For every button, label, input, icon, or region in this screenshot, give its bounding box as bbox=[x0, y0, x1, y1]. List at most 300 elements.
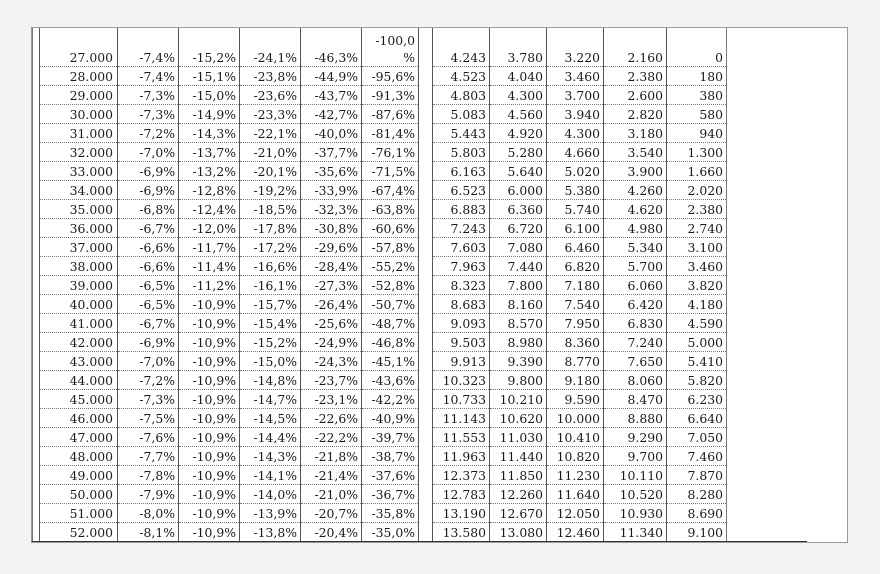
table-cell[interactable]: 8.880 bbox=[604, 409, 667, 428]
table-cell[interactable]: -24,9% bbox=[301, 333, 362, 352]
table-cell-wrapped[interactable] bbox=[362, 28, 419, 67]
table-cell[interactable]: -8,1% bbox=[118, 523, 179, 542]
table-cell[interactable]: -43,7% bbox=[301, 86, 362, 105]
table-cell[interactable]: -6,6% bbox=[118, 238, 179, 257]
column-separator bbox=[419, 314, 433, 333]
table-cell[interactable]: -7,0% bbox=[118, 143, 179, 162]
table-cell[interactable]: -10,9% bbox=[179, 523, 240, 542]
table-cell[interactable]: -7,7% bbox=[118, 447, 179, 466]
table-cell[interactable]: 12.050 bbox=[547, 504, 604, 523]
table-cell[interactable]: -7,5% bbox=[118, 409, 179, 428]
table-cell[interactable]: 9.590 bbox=[547, 390, 604, 409]
table-cell[interactable]: 6.000 bbox=[490, 181, 547, 200]
table-cell[interactable]: 6.230 bbox=[667, 390, 727, 409]
table-cell[interactable]: -95,6% bbox=[362, 67, 419, 86]
table-cell[interactable]: -39,7% bbox=[362, 428, 419, 447]
table-cell[interactable]: -11,2% bbox=[179, 276, 240, 295]
table-cell[interactable]: -7,9% bbox=[118, 485, 179, 504]
table-cell[interactable]: -21,0% bbox=[301, 485, 362, 504]
table-cell[interactable]: 12.373 bbox=[433, 466, 490, 485]
table-cell[interactable]: 8.323 bbox=[433, 276, 490, 295]
table-cell[interactable]: 13.190 bbox=[433, 504, 490, 523]
table-cell[interactable]: 3.180 bbox=[604, 124, 667, 143]
table-cell[interactable]: -15,1% bbox=[179, 67, 240, 86]
table-cell[interactable]: 12.670 bbox=[490, 504, 547, 523]
table-cell[interactable]: 4.300 bbox=[490, 86, 547, 105]
table-cell[interactable]: -15,7% bbox=[240, 295, 301, 314]
empty-column bbox=[727, 409, 807, 428]
table-cell[interactable]: -23,7% bbox=[301, 371, 362, 390]
table-cell[interactable]: -43,6% bbox=[362, 371, 419, 390]
table-cell[interactable]: -60,6% bbox=[362, 219, 419, 238]
table-cell[interactable]: -14,8% bbox=[240, 371, 301, 390]
table-cell[interactable]: -11,4% bbox=[179, 257, 240, 276]
table-cell[interactable]: 6.360 bbox=[490, 200, 547, 219]
table-cell[interactable]: 36.000 bbox=[40, 219, 118, 238]
table-cell[interactable]: 5.340 bbox=[604, 238, 667, 257]
table-cell[interactable]: 9.180 bbox=[547, 371, 604, 390]
table-cell[interactable]: -33,9% bbox=[301, 181, 362, 200]
table-cell[interactable]: 2.380 bbox=[667, 200, 727, 219]
table-cell[interactable]: -14,1% bbox=[240, 466, 301, 485]
table-cell[interactable]: -7,0% bbox=[118, 352, 179, 371]
table-cell[interactable]: -46,3% bbox=[301, 28, 362, 67]
table-cell[interactable]: 34.000 bbox=[40, 181, 118, 200]
table-cell[interactable]: 4.180 bbox=[667, 295, 727, 314]
table-cell[interactable]: 2.740 bbox=[667, 219, 727, 238]
table-cell[interactable]: 6.420 bbox=[604, 295, 667, 314]
table-cell[interactable]: 4.803 bbox=[433, 86, 490, 105]
table-cell[interactable]: 1.660 bbox=[667, 162, 727, 181]
wrapped-line-2: % bbox=[403, 50, 415, 65]
table-cell[interactable]: 7.800 bbox=[490, 276, 547, 295]
table-cell[interactable]: 37.000 bbox=[40, 238, 118, 257]
table-cell[interactable]: 11.850 bbox=[490, 466, 547, 485]
table-cell[interactable]: 7.650 bbox=[604, 352, 667, 371]
table-cell[interactable]: 7.080 bbox=[490, 238, 547, 257]
table-cell[interactable]: -30,8% bbox=[301, 219, 362, 238]
table-cell[interactable]: 5.410 bbox=[667, 352, 727, 371]
table-cell[interactable]: -10,9% bbox=[179, 352, 240, 371]
table-cell[interactable]: 8.570 bbox=[490, 314, 547, 333]
table-cell[interactable]: 8.280 bbox=[667, 485, 727, 504]
table-cell[interactable]: 39.000 bbox=[40, 276, 118, 295]
table-cell[interactable]: 5.280 bbox=[490, 143, 547, 162]
table-cell[interactable]: -16,1% bbox=[240, 276, 301, 295]
table-cell[interactable]: -35,6% bbox=[301, 162, 362, 181]
table-cell[interactable]: 3.700 bbox=[547, 86, 604, 105]
table-cell[interactable]: -91,3% bbox=[362, 86, 419, 105]
table-cell[interactable]: 10.323 bbox=[433, 371, 490, 390]
table-cell[interactable]: -15,2% bbox=[240, 333, 301, 352]
table-cell[interactable]: 4.620 bbox=[604, 200, 667, 219]
table-cell[interactable]: -24,1% bbox=[240, 28, 301, 67]
table-cell[interactable]: -11,7% bbox=[179, 238, 240, 257]
table-cell[interactable]: 6.060 bbox=[604, 276, 667, 295]
table-cell[interactable]: -37,7% bbox=[301, 143, 362, 162]
table-cell[interactable]: 13.080 bbox=[490, 523, 547, 542]
table-cell[interactable]: 380 bbox=[667, 86, 727, 105]
table-cell[interactable]: 7.540 bbox=[547, 295, 604, 314]
table-cell[interactable]: -8,0% bbox=[118, 504, 179, 523]
table-cell[interactable]: -28,4% bbox=[301, 257, 362, 276]
table-cell[interactable]: -6,7% bbox=[118, 314, 179, 333]
table-cell[interactable]: 32.000 bbox=[40, 143, 118, 162]
table-cell[interactable]: 3.460 bbox=[547, 67, 604, 86]
table-cell[interactable]: -6,7% bbox=[118, 219, 179, 238]
table-cell[interactable]: 10.620 bbox=[490, 409, 547, 428]
table-cell[interactable]: 5.083 bbox=[433, 105, 490, 124]
table-cell[interactable]: 51.000 bbox=[40, 504, 118, 523]
table-cell[interactable]: 27.000 bbox=[40, 28, 118, 67]
table-cell[interactable]: -10,9% bbox=[179, 371, 240, 390]
table-cell[interactable]: 10.820 bbox=[547, 447, 604, 466]
table-cell[interactable]: -7,2% bbox=[118, 371, 179, 390]
table-cell[interactable]: 9.913 bbox=[433, 352, 490, 371]
table-cell[interactable]: -44,9% bbox=[301, 67, 362, 86]
table-cell[interactable]: -7,3% bbox=[118, 390, 179, 409]
table-cell[interactable]: 28.000 bbox=[40, 67, 118, 86]
table-cell[interactable]: -10,9% bbox=[179, 485, 240, 504]
column-separator bbox=[419, 390, 433, 409]
table-cell[interactable]: -22,6% bbox=[301, 409, 362, 428]
table-cell[interactable]: -21,0% bbox=[240, 143, 301, 162]
table-cell[interactable]: 50.000 bbox=[40, 485, 118, 504]
table-cell[interactable]: 7.460 bbox=[667, 447, 727, 466]
table-cell[interactable]: -6,6% bbox=[118, 257, 179, 276]
table-cell[interactable]: 49.000 bbox=[40, 466, 118, 485]
table-cell[interactable]: -15,0% bbox=[240, 352, 301, 371]
table-cell[interactable]: -10,9% bbox=[179, 314, 240, 333]
table-cell[interactable]: 9.503 bbox=[433, 333, 490, 352]
table-cell[interactable]: 7.603 bbox=[433, 238, 490, 257]
table-cell[interactable]: -57,8% bbox=[362, 238, 419, 257]
table-cell[interactable]: 40.000 bbox=[40, 295, 118, 314]
table-cell[interactable]: 43.000 bbox=[40, 352, 118, 371]
table-cell[interactable]: 0 bbox=[667, 28, 727, 67]
table-cell[interactable]: 2.380 bbox=[604, 67, 667, 86]
table-cell[interactable]: 42.000 bbox=[40, 333, 118, 352]
table-cell[interactable]: 2.020 bbox=[667, 181, 727, 200]
table-cell[interactable]: -14,3% bbox=[179, 124, 240, 143]
table-cell[interactable]: -14,7% bbox=[240, 390, 301, 409]
table-cell[interactable]: 9.800 bbox=[490, 371, 547, 390]
table-cell[interactable]: -14,5% bbox=[240, 409, 301, 428]
table-cell[interactable]: -45,1% bbox=[362, 352, 419, 371]
table-row bbox=[33, 200, 807, 219]
table-cell[interactable]: -12,4% bbox=[179, 200, 240, 219]
table-cell[interactable]: -81,4% bbox=[362, 124, 419, 143]
table-cell[interactable]: 6.830 bbox=[604, 314, 667, 333]
table-cell[interactable]: 7.240 bbox=[604, 333, 667, 352]
table-cell[interactable]: 5.020 bbox=[547, 162, 604, 181]
table-cell[interactable]: -37,6% bbox=[362, 466, 419, 485]
spreadsheet-table-area bbox=[31, 27, 848, 543]
table-cell[interactable]: 8.360 bbox=[547, 333, 604, 352]
table-cell[interactable]: 11.230 bbox=[547, 466, 604, 485]
table-cell[interactable]: 6.640 bbox=[667, 409, 727, 428]
table-cell[interactable]: -13,9% bbox=[240, 504, 301, 523]
empty-column bbox=[727, 28, 807, 67]
table-cell[interactable]: 7.243 bbox=[433, 219, 490, 238]
table-cell[interactable]: -13,8% bbox=[240, 523, 301, 542]
table-cell[interactable]: 9.100 bbox=[667, 523, 727, 542]
table-cell[interactable]: -10,9% bbox=[179, 295, 240, 314]
table-cell[interactable]: -13,2% bbox=[179, 162, 240, 181]
table-cell[interactable]: -18,5% bbox=[240, 200, 301, 219]
table-cell[interactable]: 46.000 bbox=[40, 409, 118, 428]
table-cell[interactable]: 6.523 bbox=[433, 181, 490, 200]
table-cell[interactable]: 7.950 bbox=[547, 314, 604, 333]
table-cell[interactable]: 940 bbox=[667, 124, 727, 143]
table-cell[interactable]: 7.180 bbox=[547, 276, 604, 295]
table-cell[interactable]: 4.980 bbox=[604, 219, 667, 238]
table-cell[interactable]: 3.900 bbox=[604, 162, 667, 181]
table-cell[interactable]: -7,3% bbox=[118, 86, 179, 105]
table-cell[interactable]: 7.963 bbox=[433, 257, 490, 276]
table-cell[interactable]: 12.460 bbox=[547, 523, 604, 542]
table-cell[interactable]: 35.000 bbox=[40, 200, 118, 219]
table-cell[interactable]: -7,3% bbox=[118, 105, 179, 124]
table-cell[interactable]: 11.640 bbox=[547, 485, 604, 504]
table-cell[interactable]: -10,9% bbox=[179, 447, 240, 466]
table-cell[interactable]: 8.470 bbox=[604, 390, 667, 409]
table-cell[interactable]: -67,4% bbox=[362, 181, 419, 200]
table-cell[interactable]: -7,4% bbox=[118, 28, 179, 67]
table-cell[interactable]: 30.000 bbox=[40, 105, 118, 124]
table-cell[interactable]: -19,2% bbox=[240, 181, 301, 200]
table-cell[interactable]: 4.040 bbox=[490, 67, 547, 86]
table-cell[interactable]: 4.590 bbox=[667, 314, 727, 333]
table-cell[interactable]: -16,6% bbox=[240, 257, 301, 276]
table-cell[interactable]: -48,7% bbox=[362, 314, 419, 333]
table-cell[interactable]: 3.820 bbox=[667, 276, 727, 295]
table-cell[interactable]: -23,6% bbox=[240, 86, 301, 105]
table-cell[interactable]: 6.163 bbox=[433, 162, 490, 181]
table-cell[interactable]: 7.440 bbox=[490, 257, 547, 276]
table-cell[interactable]: -63,8% bbox=[362, 200, 419, 219]
table-cell[interactable]: -29,6% bbox=[301, 238, 362, 257]
table-cell[interactable]: 2.600 bbox=[604, 86, 667, 105]
table-cell[interactable]: -17,8% bbox=[240, 219, 301, 238]
table-cell[interactable]: 3.100 bbox=[667, 238, 727, 257]
table-cell[interactable]: -12,0% bbox=[179, 219, 240, 238]
table-cell[interactable]: 11.143 bbox=[433, 409, 490, 428]
table-cell[interactable]: -15,0% bbox=[179, 86, 240, 105]
table-cell[interactable]: 47.000 bbox=[40, 428, 118, 447]
table-cell[interactable]: -22,2% bbox=[301, 428, 362, 447]
table-cell[interactable]: -14,9% bbox=[179, 105, 240, 124]
column-separator bbox=[419, 466, 433, 485]
table-cell[interactable]: 41.000 bbox=[40, 314, 118, 333]
table-cell[interactable]: -10,9% bbox=[179, 428, 240, 447]
table-cell[interactable]: -24,3% bbox=[301, 352, 362, 371]
table-cell[interactable]: -15,4% bbox=[240, 314, 301, 333]
table-cell[interactable]: -46,8% bbox=[362, 333, 419, 352]
table-cell[interactable]: 31.000 bbox=[40, 124, 118, 143]
table-cell[interactable]: 5.640 bbox=[490, 162, 547, 181]
table-cell[interactable]: 9.700 bbox=[604, 447, 667, 466]
empty-column bbox=[727, 447, 807, 466]
table-cell[interactable]: -10,9% bbox=[179, 333, 240, 352]
table-cell[interactable]: -76,1% bbox=[362, 143, 419, 162]
table-cell[interactable]: 4.260 bbox=[604, 181, 667, 200]
table-cell[interactable]: 11.553 bbox=[433, 428, 490, 447]
table-cell[interactable]: -6,9% bbox=[118, 162, 179, 181]
table-cell[interactable]: 6.100 bbox=[547, 219, 604, 238]
table-cell[interactable]: 52.000 bbox=[40, 523, 118, 542]
table-cell[interactable]: -15,2% bbox=[179, 28, 240, 67]
table-cell[interactable]: -6,5% bbox=[118, 295, 179, 314]
table-cell[interactable]: 7.050 bbox=[667, 428, 727, 447]
table-cell[interactable]: 10.930 bbox=[604, 504, 667, 523]
table-cell[interactable]: -23,8% bbox=[240, 67, 301, 86]
table-cell[interactable]: -71,5% bbox=[362, 162, 419, 181]
table-cell[interactable]: -10,9% bbox=[179, 409, 240, 428]
table-cell[interactable]: -22,1% bbox=[240, 124, 301, 143]
table-cell[interactable]: 3.540 bbox=[604, 143, 667, 162]
table-cell[interactable]: 5.000 bbox=[667, 333, 727, 352]
table-cell[interactable]: -20,4% bbox=[301, 523, 362, 542]
table-cell[interactable]: 12.783 bbox=[433, 485, 490, 504]
table-cell[interactable]: 12.260 bbox=[490, 485, 547, 504]
table-cell[interactable]: 6.460 bbox=[547, 238, 604, 257]
table-cell[interactable]: -6,5% bbox=[118, 276, 179, 295]
table-cell[interactable]: 10.733 bbox=[433, 390, 490, 409]
table-cell[interactable]: -14,0% bbox=[240, 485, 301, 504]
table-cell[interactable]: -20,1% bbox=[240, 162, 301, 181]
table-cell[interactable]: 1.300 bbox=[667, 143, 727, 162]
table-cell[interactable]: 10.410 bbox=[547, 428, 604, 447]
table-cell[interactable]: 5.803 bbox=[433, 143, 490, 162]
table-cell[interactable]: 8.980 bbox=[490, 333, 547, 352]
table-cell[interactable]: 11.030 bbox=[490, 428, 547, 447]
table-cell[interactable]: 38.000 bbox=[40, 257, 118, 276]
table-cell[interactable]: -40,9% bbox=[362, 409, 419, 428]
table-cell[interactable]: 5.740 bbox=[547, 200, 604, 219]
table-cell[interactable]: -20,7% bbox=[301, 504, 362, 523]
table-cell[interactable]: -6,8% bbox=[118, 200, 179, 219]
table-cell[interactable]: 6.720 bbox=[490, 219, 547, 238]
table-cell[interactable]: -7,8% bbox=[118, 466, 179, 485]
table-cell[interactable]: 29.000 bbox=[40, 86, 118, 105]
table-cell[interactable]: 580 bbox=[667, 105, 727, 124]
table-cell[interactable]: 4.560 bbox=[490, 105, 547, 124]
table-cell[interactable]: -26,4% bbox=[301, 295, 362, 314]
table-cell[interactable]: 10.210 bbox=[490, 390, 547, 409]
table-cell[interactable]: 4.523 bbox=[433, 67, 490, 86]
table-cell[interactable]: 11.340 bbox=[604, 523, 667, 542]
column-separator bbox=[419, 352, 433, 371]
table-cell[interactable]: 6.820 bbox=[547, 257, 604, 276]
table-cell[interactable]: 11.963 bbox=[433, 447, 490, 466]
empty-column bbox=[727, 352, 807, 371]
table-cell[interactable]: -38,7% bbox=[362, 447, 419, 466]
table-cell[interactable]: -23,3% bbox=[240, 105, 301, 124]
table-cell[interactable]: -7,4% bbox=[118, 67, 179, 86]
table-cell[interactable]: -87,6% bbox=[362, 105, 419, 124]
table-cell[interactable]: 9.093 bbox=[433, 314, 490, 333]
table-cell[interactable]: -36,7% bbox=[362, 485, 419, 504]
table-cell[interactable]: 33.000 bbox=[40, 162, 118, 181]
table-cell[interactable]: -55,2% bbox=[362, 257, 419, 276]
table-cell[interactable]: -42,7% bbox=[301, 105, 362, 124]
table-cell[interactable]: 10.000 bbox=[547, 409, 604, 428]
table-cell[interactable]: -23,1% bbox=[301, 390, 362, 409]
table-cell[interactable]: 5.380 bbox=[547, 181, 604, 200]
table-cell[interactable]: 8.690 bbox=[667, 504, 727, 523]
table-cell[interactable]: 2.820 bbox=[604, 105, 667, 124]
table-cell[interactable]: -10,9% bbox=[179, 466, 240, 485]
table-cell[interactable]: 5.820 bbox=[667, 371, 727, 390]
table-cell[interactable]: 10.520 bbox=[604, 485, 667, 504]
table-cell[interactable]: 180 bbox=[667, 67, 727, 86]
table-cell[interactable]: -6,9% bbox=[118, 181, 179, 200]
table-cell[interactable]: -27,3% bbox=[301, 276, 362, 295]
table-cell[interactable]: 3.780 bbox=[490, 28, 547, 67]
table-cell[interactable]: 5.443 bbox=[433, 124, 490, 143]
column-separator bbox=[419, 523, 433, 542]
table-cell[interactable]: -40,0% bbox=[301, 124, 362, 143]
table-cell[interactable]: 2.160 bbox=[604, 28, 667, 67]
table-cell[interactable]: 8.060 bbox=[604, 371, 667, 390]
table-cell[interactable]: -10,9% bbox=[179, 504, 240, 523]
table-cell[interactable]: 3.460 bbox=[667, 257, 727, 276]
table-cell[interactable]: 4.300 bbox=[547, 124, 604, 143]
table-cell[interactable]: 8.770 bbox=[547, 352, 604, 371]
table-cell[interactable]: 13.580 bbox=[433, 523, 490, 542]
table-cell[interactable]: 9.290 bbox=[604, 428, 667, 447]
row-gutter bbox=[33, 86, 40, 105]
table-cell[interactable]: 10.110 bbox=[604, 466, 667, 485]
table-cell[interactable]: -7,2% bbox=[118, 124, 179, 143]
table-cell[interactable]: -10,9% bbox=[179, 390, 240, 409]
table-cell[interactable]: -35,0% bbox=[362, 523, 419, 542]
row-gutter bbox=[33, 67, 40, 86]
table-cell[interactable]: -7,6% bbox=[118, 428, 179, 447]
table-cell[interactable]: -12,8% bbox=[179, 181, 240, 200]
table-cell[interactable]: -21,8% bbox=[301, 447, 362, 466]
table-cell[interactable]: 44.000 bbox=[40, 371, 118, 390]
table-cell[interactable]: 5.700 bbox=[604, 257, 667, 276]
table-cell[interactable]: -52,8% bbox=[362, 276, 419, 295]
table-cell[interactable]: 8.683 bbox=[433, 295, 490, 314]
table-cell[interactable]: 6.883 bbox=[433, 200, 490, 219]
table-cell[interactable]: -6,9% bbox=[118, 333, 179, 352]
table-cell[interactable]: -21,4% bbox=[301, 466, 362, 485]
table-cell[interactable]: -35,8% bbox=[362, 504, 419, 523]
table-cell[interactable]: 3.220 bbox=[547, 28, 604, 67]
table-cell[interactable]: -17,2% bbox=[240, 238, 301, 257]
table-cell[interactable]: 11.440 bbox=[490, 447, 547, 466]
table-cell[interactable]: -14,3% bbox=[240, 447, 301, 466]
table-cell[interactable]: -50,7% bbox=[362, 295, 419, 314]
table-cell[interactable]: -13,7% bbox=[179, 143, 240, 162]
table-cell[interactable]: 4.920 bbox=[490, 124, 547, 143]
table-cell[interactable]: 45.000 bbox=[40, 390, 118, 409]
table-cell[interactable]: 8.160 bbox=[490, 295, 547, 314]
table-cell[interactable]: 9.390 bbox=[490, 352, 547, 371]
table-cell[interactable]: -25,6% bbox=[301, 314, 362, 333]
table-cell[interactable]: 48.000 bbox=[40, 447, 118, 466]
table-cell[interactable]: 4.660 bbox=[547, 143, 604, 162]
table-cell[interactable]: 3.940 bbox=[547, 105, 604, 124]
table-cell[interactable]: 7.870 bbox=[667, 466, 727, 485]
table-cell[interactable]: 4.243 bbox=[433, 28, 490, 67]
table-cell[interactable]: -42,2% bbox=[362, 390, 419, 409]
table-cell[interactable]: -14,4% bbox=[240, 428, 301, 447]
table-cell[interactable]: -32,3% bbox=[301, 200, 362, 219]
